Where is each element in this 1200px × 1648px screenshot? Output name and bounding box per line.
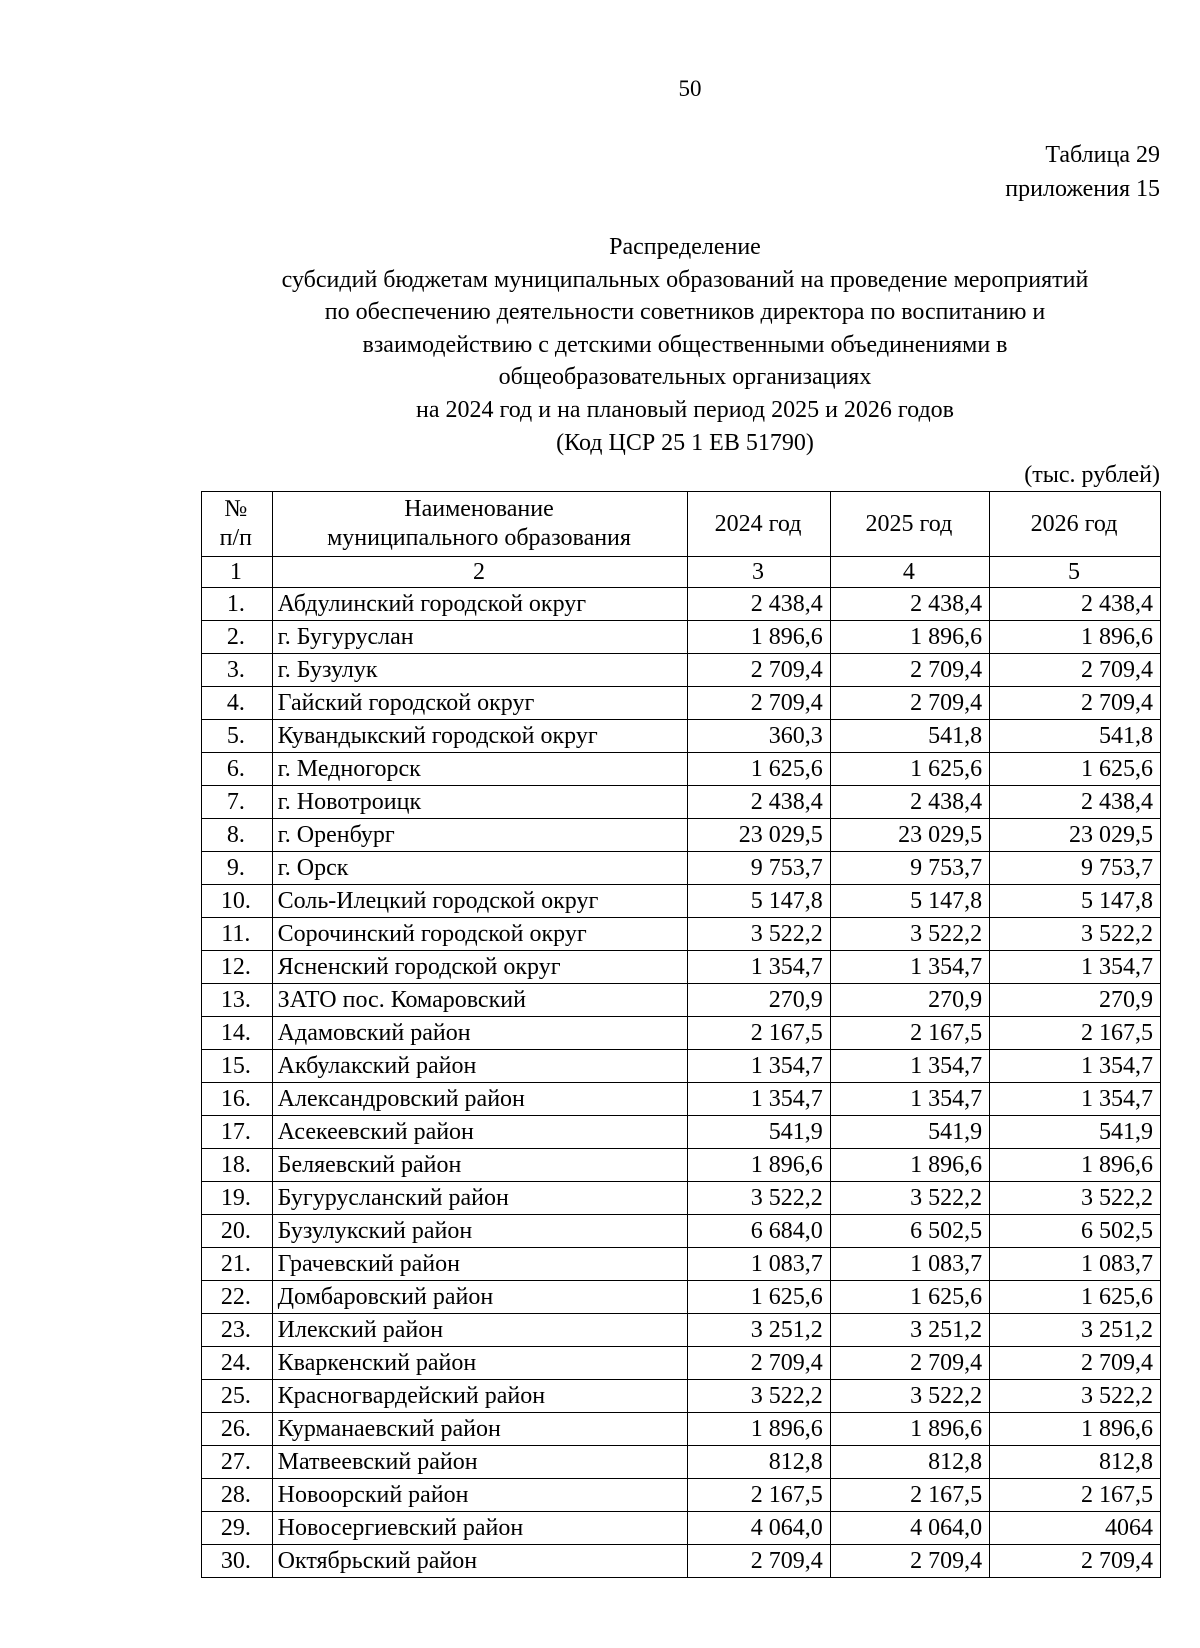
value-2024: 2 167,5 [688, 1017, 830, 1050]
document-heading [205, 231, 1165, 459]
value-2024: 4 064,0 [688, 1512, 830, 1545]
row-number: 24. [202, 1347, 273, 1380]
row-number: 18. [202, 1149, 273, 1182]
value-2025: 3 522,2 [830, 918, 989, 951]
value-2026: 3 522,2 [990, 918, 1161, 951]
row-number: 14. [202, 1017, 273, 1050]
table-row [202, 1380, 1161, 1413]
value-2025: 3 522,2 [830, 1380, 989, 1413]
municipality-name: Новосергиевский район [272, 1512, 688, 1545]
row-number: 19. [202, 1182, 273, 1215]
row-number: 2. [202, 621, 273, 654]
row-number: 5. [202, 720, 273, 753]
table-row [202, 885, 1161, 918]
value-2024: 812,8 [688, 1446, 830, 1479]
row-number: 26. [202, 1413, 273, 1446]
table-row [202, 984, 1161, 1017]
value-2024: 1 896,6 [688, 621, 830, 654]
row-number: 30. [202, 1545, 273, 1578]
value-2026: 2 709,4 [990, 687, 1161, 720]
table-row [202, 654, 1161, 687]
value-2024: 270,9 [688, 984, 830, 1017]
row-number: 8. [202, 819, 273, 852]
value-2025: 23 029,5 [830, 819, 989, 852]
value-2025: 1 896,6 [830, 621, 989, 654]
municipality-name: Соль-Илецкий городской округ [272, 885, 688, 918]
value-2024: 1 625,6 [688, 1281, 830, 1314]
value-2026: 2 709,4 [990, 654, 1161, 687]
value-2026: 6 502,5 [990, 1215, 1161, 1248]
column-number: 3 [688, 557, 830, 588]
header-name: Наименование муниципального образования [272, 492, 688, 557]
value-2025: 1 354,7 [830, 1050, 989, 1083]
table-row [202, 1545, 1161, 1578]
municipality-name: Новоорский район [272, 1479, 688, 1512]
municipality-name: г. Медногорск [272, 753, 688, 786]
row-number: 6. [202, 753, 273, 786]
table-row [202, 720, 1161, 753]
table-reference-line1: Таблица 29 [1045, 142, 1160, 168]
value-2025: 1 896,6 [830, 1149, 989, 1182]
column-number: 5 [990, 557, 1161, 588]
municipality-name: Абдулинский городской округ [272, 588, 688, 621]
value-2026: 2 709,4 [990, 1545, 1161, 1578]
value-2025: 270,9 [830, 984, 989, 1017]
value-2025: 3 251,2 [830, 1314, 989, 1347]
value-2026: 541,9 [990, 1116, 1161, 1149]
table-row [202, 1314, 1161, 1347]
row-number: 23. [202, 1314, 273, 1347]
value-2024: 2 167,5 [688, 1479, 830, 1512]
value-2026: 1 083,7 [990, 1248, 1161, 1281]
value-2024: 2 438,4 [688, 588, 830, 621]
municipality-name: Грачевский район [272, 1248, 688, 1281]
units-label: (тыс. рублей) [1024, 462, 1160, 488]
table-row [202, 1512, 1161, 1545]
table-row [202, 786, 1161, 819]
table-row [202, 1083, 1161, 1116]
table-row [202, 687, 1161, 720]
value-2026: 270,9 [990, 984, 1161, 1017]
municipality-name: Курманаевский район [272, 1413, 688, 1446]
table-row [202, 819, 1161, 852]
heading-line: (Код ЦСР 25 1 ЕВ 51790) [556, 429, 814, 456]
value-2025: 2 709,4 [830, 1347, 989, 1380]
value-2026: 1 896,6 [990, 1149, 1161, 1182]
value-2026: 3 522,2 [990, 1182, 1161, 1215]
value-2025: 2 709,4 [830, 687, 989, 720]
row-number: 21. [202, 1248, 273, 1281]
value-2025: 541,8 [830, 720, 989, 753]
table-row [202, 1017, 1161, 1050]
table-row [202, 1149, 1161, 1182]
value-2025: 1 625,6 [830, 753, 989, 786]
municipality-name: г. Орск [272, 852, 688, 885]
value-2026: 1 354,7 [990, 1050, 1161, 1083]
heading-line: субсидий бюджетам муниципальных образований на проведение мероприятий [281, 266, 1089, 293]
value-2025: 4 064,0 [830, 1512, 989, 1545]
value-2024: 9 753,7 [688, 852, 830, 885]
row-number: 9. [202, 852, 273, 885]
value-2024: 1 083,7 [688, 1248, 830, 1281]
municipality-name: г. Бугуруслан [272, 621, 688, 654]
municipality-name: Бугурусланский район [272, 1182, 688, 1215]
value-2025: 3 522,2 [830, 1182, 989, 1215]
column-number: 4 [830, 557, 989, 588]
table-row [202, 588, 1161, 621]
value-2026: 23 029,5 [990, 819, 1161, 852]
value-2025: 6 502,5 [830, 1215, 989, 1248]
municipality-name: Кваркенский район [272, 1347, 688, 1380]
value-2024: 3 522,2 [688, 1380, 830, 1413]
value-2025: 1 625,6 [830, 1281, 989, 1314]
value-2024: 3 522,2 [688, 1182, 830, 1215]
row-number: 17. [202, 1116, 273, 1149]
value-2024: 1 896,6 [688, 1149, 830, 1182]
value-2025: 541,9 [830, 1116, 989, 1149]
value-2024: 1 354,7 [688, 1050, 830, 1083]
heading-line: Распределение [609, 234, 761, 260]
table-row [202, 1050, 1161, 1083]
value-2024: 3 522,2 [688, 918, 830, 951]
page-number: 50 [678, 76, 702, 101]
row-number: 13. [202, 984, 273, 1017]
municipality-name: Беляевский район [272, 1149, 688, 1182]
value-2026: 3 251,2 [990, 1314, 1161, 1347]
value-2024: 1 625,6 [688, 753, 830, 786]
header-num: № п/п [202, 492, 273, 557]
value-2025: 1 354,7 [830, 951, 989, 984]
value-2025: 2 167,5 [830, 1479, 989, 1512]
table-row [202, 1281, 1161, 1314]
table-reference [1005, 138, 1160, 206]
municipality-name: Сорочинский городской округ [272, 918, 688, 951]
value-2025: 812,8 [830, 1446, 989, 1479]
value-2025: 2 167,5 [830, 1017, 989, 1050]
table-row [202, 951, 1161, 984]
column-number: 1 [202, 557, 273, 588]
value-2026: 812,8 [990, 1446, 1161, 1479]
header-2024: 2024 год [688, 492, 830, 557]
value-2026: 2 438,4 [990, 588, 1161, 621]
row-number: 28. [202, 1479, 273, 1512]
municipality-name: Красногвардейский район [272, 1380, 688, 1413]
municipality-name: Октябрьский район [272, 1545, 688, 1578]
value-2026: 1 896,6 [990, 1413, 1161, 1446]
municipality-name: Матвеевский район [272, 1446, 688, 1479]
row-number: 12. [202, 951, 273, 984]
subsidy-table [201, 491, 1161, 1578]
value-2024: 1 896,6 [688, 1413, 830, 1446]
row-number: 22. [202, 1281, 273, 1314]
value-2026: 1 625,6 [990, 753, 1161, 786]
value-2026: 1 625,6 [990, 1281, 1161, 1314]
row-number: 20. [202, 1215, 273, 1248]
row-number: 7. [202, 786, 273, 819]
table-row [202, 1248, 1161, 1281]
row-number: 4. [202, 687, 273, 720]
table-row [202, 1116, 1161, 1149]
municipality-name: Домбаровский район [272, 1281, 688, 1314]
value-2026: 3 522,2 [990, 1380, 1161, 1413]
header-2025: 2025 год [830, 492, 989, 557]
municipality-name: Илекский район [272, 1314, 688, 1347]
value-2025: 2 438,4 [830, 786, 989, 819]
table-row [202, 1347, 1161, 1380]
municipality-name: Кувандыкский городской округ [272, 720, 688, 753]
value-2024: 2 709,4 [688, 1347, 830, 1380]
municipality-name: Александровский район [272, 1083, 688, 1116]
value-2025: 9 753,7 [830, 852, 989, 885]
municipality-name: Гайский городской округ [272, 687, 688, 720]
table-row [202, 918, 1161, 951]
value-2024: 2 709,4 [688, 687, 830, 720]
value-2026: 2 167,5 [990, 1017, 1161, 1050]
value-2024: 541,9 [688, 1116, 830, 1149]
value-2025: 2 709,4 [830, 654, 989, 687]
row-number: 27. [202, 1446, 273, 1479]
value-2026: 5 147,8 [990, 885, 1161, 918]
value-2026: 2 709,4 [990, 1347, 1161, 1380]
table-row [202, 1446, 1161, 1479]
municipality-name: г. Оренбург [272, 819, 688, 852]
value-2024: 23 029,5 [688, 819, 830, 852]
value-2025: 1 083,7 [830, 1248, 989, 1281]
value-2026: 541,8 [990, 720, 1161, 753]
heading-line: взаимодействию с детскими общественными объединениями в [362, 331, 1008, 358]
value-2025: 1 896,6 [830, 1413, 989, 1446]
table-row [202, 852, 1161, 885]
value-2025: 1 354,7 [830, 1083, 989, 1116]
table-row [202, 753, 1161, 786]
value-2024: 360,3 [688, 720, 830, 753]
row-number: 3. [202, 654, 273, 687]
value-2024: 2 709,4 [688, 1545, 830, 1578]
municipality-name: г. Бузулук [272, 654, 688, 687]
value-2024: 2 438,4 [688, 786, 830, 819]
value-2026: 1 896,6 [990, 621, 1161, 654]
heading-line: по обеспечению деятельности советников директора по воспитанию и [324, 299, 1046, 326]
value-2025: 5 147,8 [830, 885, 989, 918]
value-2026: 9 753,7 [990, 852, 1161, 885]
municipality-name: ЗАТО пос. Комаровский [272, 984, 688, 1017]
value-2026: 1 354,7 [990, 1083, 1161, 1116]
value-2024: 1 354,7 [688, 1083, 830, 1116]
table-header-row [202, 492, 1161, 557]
row-number: 16. [202, 1083, 273, 1116]
value-2025: 2 709,4 [830, 1545, 989, 1578]
table-row [202, 1413, 1161, 1446]
header-2026: 2026 год [990, 492, 1161, 557]
municipality-name: Акбулакский район [272, 1050, 688, 1083]
row-number: 10. [202, 885, 273, 918]
column-number-row [202, 557, 1161, 588]
heading-line: общеобразовательных организациях [498, 364, 872, 391]
column-number: 2 [272, 557, 688, 588]
value-2026: 2 438,4 [990, 786, 1161, 819]
row-number: 15. [202, 1050, 273, 1083]
value-2024: 5 147,8 [688, 885, 830, 918]
table-row [202, 1215, 1161, 1248]
table-reference-line2: приложения 15 [1005, 176, 1160, 202]
municipality-name: г. Новотроицк [272, 786, 688, 819]
municipality-name: Ясненский городской округ [272, 951, 688, 984]
value-2024: 3 251,2 [688, 1314, 830, 1347]
value-2024: 2 709,4 [688, 654, 830, 687]
value-2025: 2 438,4 [830, 588, 989, 621]
row-number: 1. [202, 588, 273, 621]
value-2026: 4064 [990, 1512, 1161, 1545]
value-2026: 2 167,5 [990, 1479, 1161, 1512]
value-2024: 6 684,0 [688, 1215, 830, 1248]
row-number: 25. [202, 1380, 273, 1413]
municipality-name: Бузулукский район [272, 1215, 688, 1248]
municipality-name: Адамовский район [272, 1017, 688, 1050]
table-row [202, 1479, 1161, 1512]
value-2024: 1 354,7 [688, 951, 830, 984]
municipality-name: Асекеевский район [272, 1116, 688, 1149]
row-number: 11. [202, 918, 273, 951]
heading-line: на 2024 год и на плановый период 2025 и 2026 годов [415, 396, 955, 423]
table-row [202, 621, 1161, 654]
row-number: 29. [202, 1512, 273, 1545]
value-2026: 1 354,7 [990, 951, 1161, 984]
table-row [202, 1182, 1161, 1215]
